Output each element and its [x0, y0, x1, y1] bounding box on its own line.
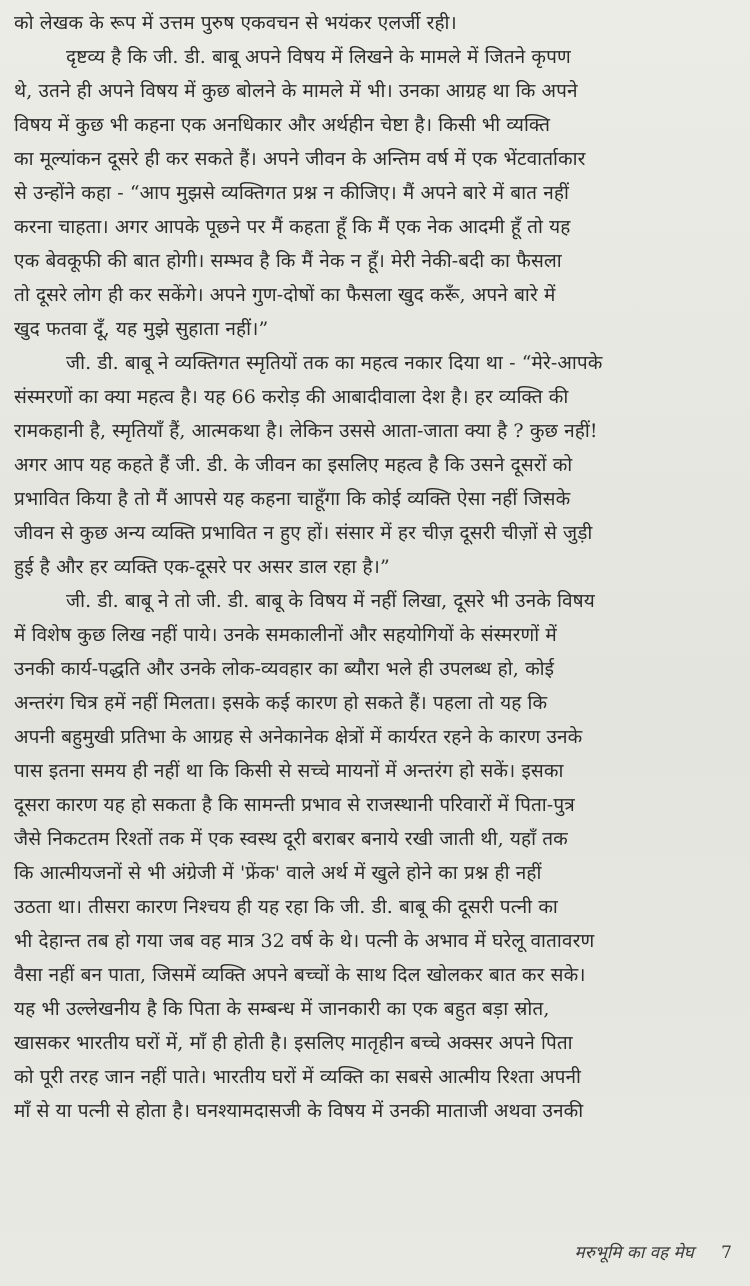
text-line: जीवन से कुछ अन्य व्यक्ति प्रभावित न हुए हों। संसार में हर चीज़ दूसरी चीज़ों से जुड़ी [14, 522, 593, 544]
text-line: अपनी बहुमुखी प्रतिभा के आग्रह से अनेकानेक क्षेत्रों में कार्यरत रहने के कारण उनके [14, 726, 583, 748]
text-line: में विशेष कुछ लिख नहीं पाये। उनके समकालीनों और सहयोगियों के संस्मरणों में [14, 624, 557, 646]
text-line: उठता था। तीसरा कारण निश्चय ही यह रहा कि जी. डी. बाबू की दूसरी पत्नी का [14, 896, 558, 918]
text-line: तो दूसरे लोग ही कर सकेंगे। अपने गुण-दोषों का फैसला खुद करूँ, अपने बारे में [14, 284, 556, 306]
text-line: थे, उतने ही अपने विषय में कुछ बोलने के मामले में भी। उनका आग्रह था कि अपने [14, 80, 578, 102]
page-number: 7 [721, 1243, 732, 1263]
text-line: जी. डी. बाबू ने व्यक्तिगत स्मृतियों तक का महत्व नकार दिया था - “मेरे-आपके [66, 352, 603, 374]
text-line: जी. डी. बाबू ने तो जी. डी. बाबू के विषय में नहीं लिखा, दूसरे भी उनके विषय [66, 590, 595, 612]
page-footer [575, 1238, 732, 1268]
text-line: कि आत्मीयजनों से भी अंग्रेजी में 'फ्रेंक' वाले अर्थ में खुले होने का प्रश्न ही नहीं [14, 862, 542, 884]
text-line: का मूल्यांकन दूसरे ही कर सकते हैं। अपने जीवन के अन्तिम वर्ष में एक भेंटवार्ताकार [14, 148, 586, 170]
text-line: माँ से या पत्नी से होता है। घनश्यामदासजी के विषय में उनकी माताजी अथवा उनकी [14, 1100, 584, 1122]
text-line: पास इतना समय ही नहीं था कि किसी से सच्चे मायनों में अन्तरंग हो सकें। इसका [14, 760, 564, 782]
text-line: संस्मरणों का क्या महत्व है। यह 66 करोड़ की आबादीवाला देश है। हर व्यक्ति की [14, 386, 569, 408]
body-text [14, 6, 736, 1128]
text-line: करना चाहता। अगर आपके पूछने पर मैं कहता हूँ कि मैं एक नेक आदमी हूँ तो यह [14, 216, 571, 238]
text-line: प्रभावित किया है तो मैं आपसे यह कहना चाहूँगा कि कोई व्यक्ति ऐसा नहीं जिसके [14, 488, 571, 510]
text-line: यह भी उल्लेखनीय है कि पिता के सम्बन्ध में जानकारी का एक बहुत बड़ा स्रोत, [14, 998, 550, 1020]
text-line: विषय में कुछ भी कहना एक अनधिकार और अर्थहीन चेष्टा है। किसी भी व्यक्ति [14, 114, 551, 136]
text-line: हुई है और हर व्यक्ति एक-दूसरे पर असर डाल रहा है।” [14, 556, 390, 578]
text-line: को पूरी तरह जान नहीं पाते। भारतीय घरों में व्यक्ति का सबसे आत्मीय रिश्ता अपनी [14, 1066, 582, 1088]
text-line: जैसे निकटतम रिश्तों तक में एक स्वस्थ दूरी बराबर बनाये रखी जाती थी, यहाँ तक [14, 828, 568, 850]
text-line: को लेखक के रूप में उत्तम पुरुष एकवचन से भयंकर एलर्जी रही। [14, 12, 457, 34]
text-line: खुद फतवा दूँ, यह मुझे सुहाता नहीं।” [14, 318, 269, 340]
text-line: दृष्टव्य है कि जी. डी. बाबू अपने विषय में लिखने के मामले में जितने कृपण [66, 46, 571, 68]
text-line: दूसरा कारण यह हो सकता है कि सामन्ती प्रभाव से राजस्थानी परिवारों में पिता-पुत्र [14, 794, 575, 816]
text-line: खासकर भारतीय घरों में, माँ ही होती है। इसलिए मातृहीन बच्चे अक्सर अपने पिता [14, 1032, 573, 1054]
text-line: एक बेवकूफी की बात होगी। सम्भव है कि मैं नेक न हूँ। मेरी नेकी-बदी का फैसला [14, 250, 562, 272]
text-line: उनकी कार्य-पद्धति और उनके लोक-व्यवहार का ब्यौरा भले ही उपलब्ध हो, कोई [14, 658, 555, 680]
text-line: से उन्होंने कहा - “आप मुझसे व्यक्तिगत प्रश्न न कीजिए। मैं अपने बारे में बात नहीं [14, 182, 569, 204]
text-line: वैसा नहीं बन पाता, जिसमें व्यक्ति अपने बच्चों के साथ दिल खोलकर बात कर सके। [14, 964, 586, 986]
text-line: अगर आप यह कहते हैं जी. डी. के जीवन का इसलिए महत्व है कि उसने दूसरों को [14, 454, 573, 476]
text-line: अन्तरंग चित्र हमें नहीं मिलता। इसके कई कारण हो सकते हैं। पहला तो यह कि [14, 692, 548, 714]
running-title: मरुभूमि का वह मेघ [574, 1243, 694, 1263]
text-line: रामकहानी है, स्मृतियाँ हैं, आत्मकथा है। लेकिन उससे आता-जाता क्या है ? कुछ नहीं! [14, 420, 598, 442]
text-line: भी देहान्त तब हो गया जब वह मात्र 32 वर्ष के थे। पत्नी के अभाव में घरेलू वातावरण [14, 930, 595, 952]
